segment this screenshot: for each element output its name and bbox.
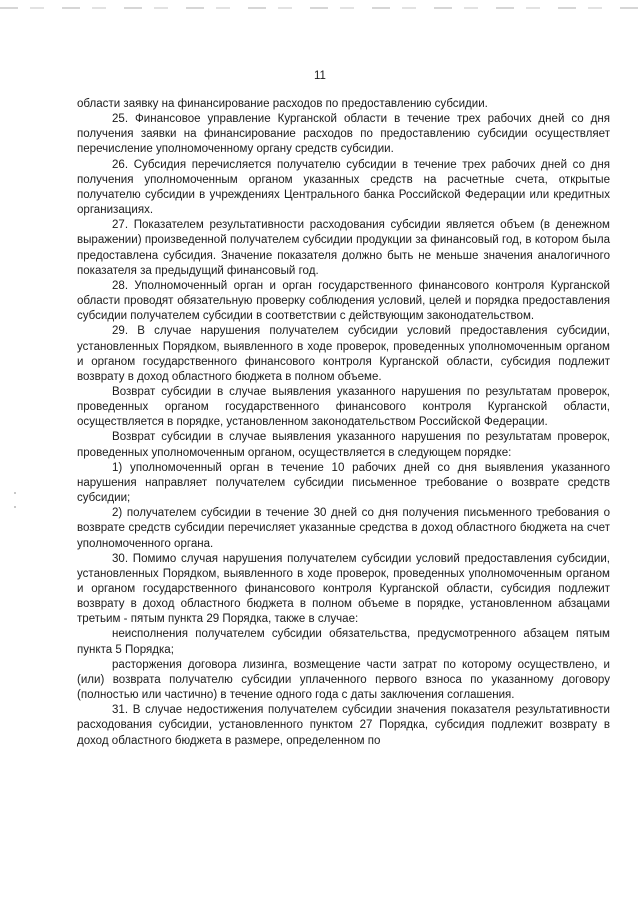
paragraph: 1) уполномоченный орган в течение 10 рабочих дней со дня выявления указанного нарушения направляет получателем субсидии письменное требование о возврате средств субсидии; [77, 461, 610, 505]
paragraph: Возврат субсидии в случае выявления указанного нарушения по результатам проверок, проведенных уполномоченным органом, осуществляется в следующем порядке: [77, 431, 610, 459]
page-number: 11 [314, 70, 326, 82]
paragraph: 31. В случае недостижения получателем субсидии значения показателя результативности расходования субсидии, установленного пунктом 27 Порядка, субсидия подлежит возврату в доход областного бюджета в размере, определенном по [77, 704, 610, 747]
paragraph: 25. Финансовое управление Курганской области в течение трех рабочих дней со дня получения заявки на финансирование расходов по предоставлению субсидии осуществляет перечисление уполномоченному органу средств субсидии. [77, 113, 610, 156]
paragraph: Возврат субсидии в случае выявления указанного нарушения по результатам проверок, проведенных органом государственного финансового контроля Курганской области, осуществляется в порядке, установленном законодательством Российской Федерации. [77, 385, 610, 429]
paragraph: неисполнения получателем субсидии обязательства, предусмотренного абзацем пятым пункта 5 Порядка; [77, 628, 610, 656]
paragraph: 30. Помимо случая нарушения получателем субсидии условий предоставления субсидии, установленных Порядком, выявленного в ходе проверок, проведенных уполномоченным органом и органом государственного финансового контроля Курганской области, субсидия подлежит возврату в доход областного бюджета в полном объеме в порядке, установленном абзацами третьим - пятым пункта 29 Порядка, также в случае: [77, 552, 610, 626]
document-body [77, 97, 610, 749]
paragraph: 26. Субсидия перечисляется получателю субсидии в течение трех рабочих дней со дня получения уполномоченным органом указанных средств на расчетные счета, открытые получателю субсидии в учреждениях Центрального банка Российской Федерации или кредитных организациях. [77, 158, 610, 217]
paragraph: 2) получателем субсидии в течение 30 дней со дня получения письменного требования о возврате средств субсидии перечисляет указанные средства в доход областного бюджета на счет уполномоченного органа. [77, 507, 610, 550]
paragraph: 27. Показателем результативности расходования субсидии является объем (в денежном выражении) произведенной получателем субсидии продукции за финансовый год, в котором была предоставлена субсидия. Значение показателя должно быть не меньше значения аналогичного показателя за предыдущий финансовый год. [77, 219, 610, 277]
paragraph: области заявку на финансирование расходов по предоставлению субсидии. [77, 98, 488, 110]
paragraph: 28. Уполномоченный орган и орган государственного финансового контроля Курганской области проводят обязательную проверку соблюдения условий, целей и порядка предоставления субсидии получателем субсидии в соответствии с действующим законодательством. [77, 279, 610, 323]
scan-speck [14, 506, 16, 508]
paragraph: 29. В случае нарушения получателем субсидии условий предоставления субсидии, установленных Порядком, выявленного в ходе проверок, проведенных уполномоченным органом и органом государственного финансового контроля Курганской области, субсидия подлежит возврату в доход областного бюджета в полном объеме. [77, 325, 610, 383]
scan-speck [14, 492, 16, 494]
scan-header-artifact [0, 7, 640, 9]
paragraph: расторжения договора лизинга, возмещение части затрат по которому осуществлено, и (или) возврата получателю субсидии уплаченного первого взноса по указанному договору (полностью или частично) в течение одного года с даты заключения соглашения. [77, 658, 610, 702]
